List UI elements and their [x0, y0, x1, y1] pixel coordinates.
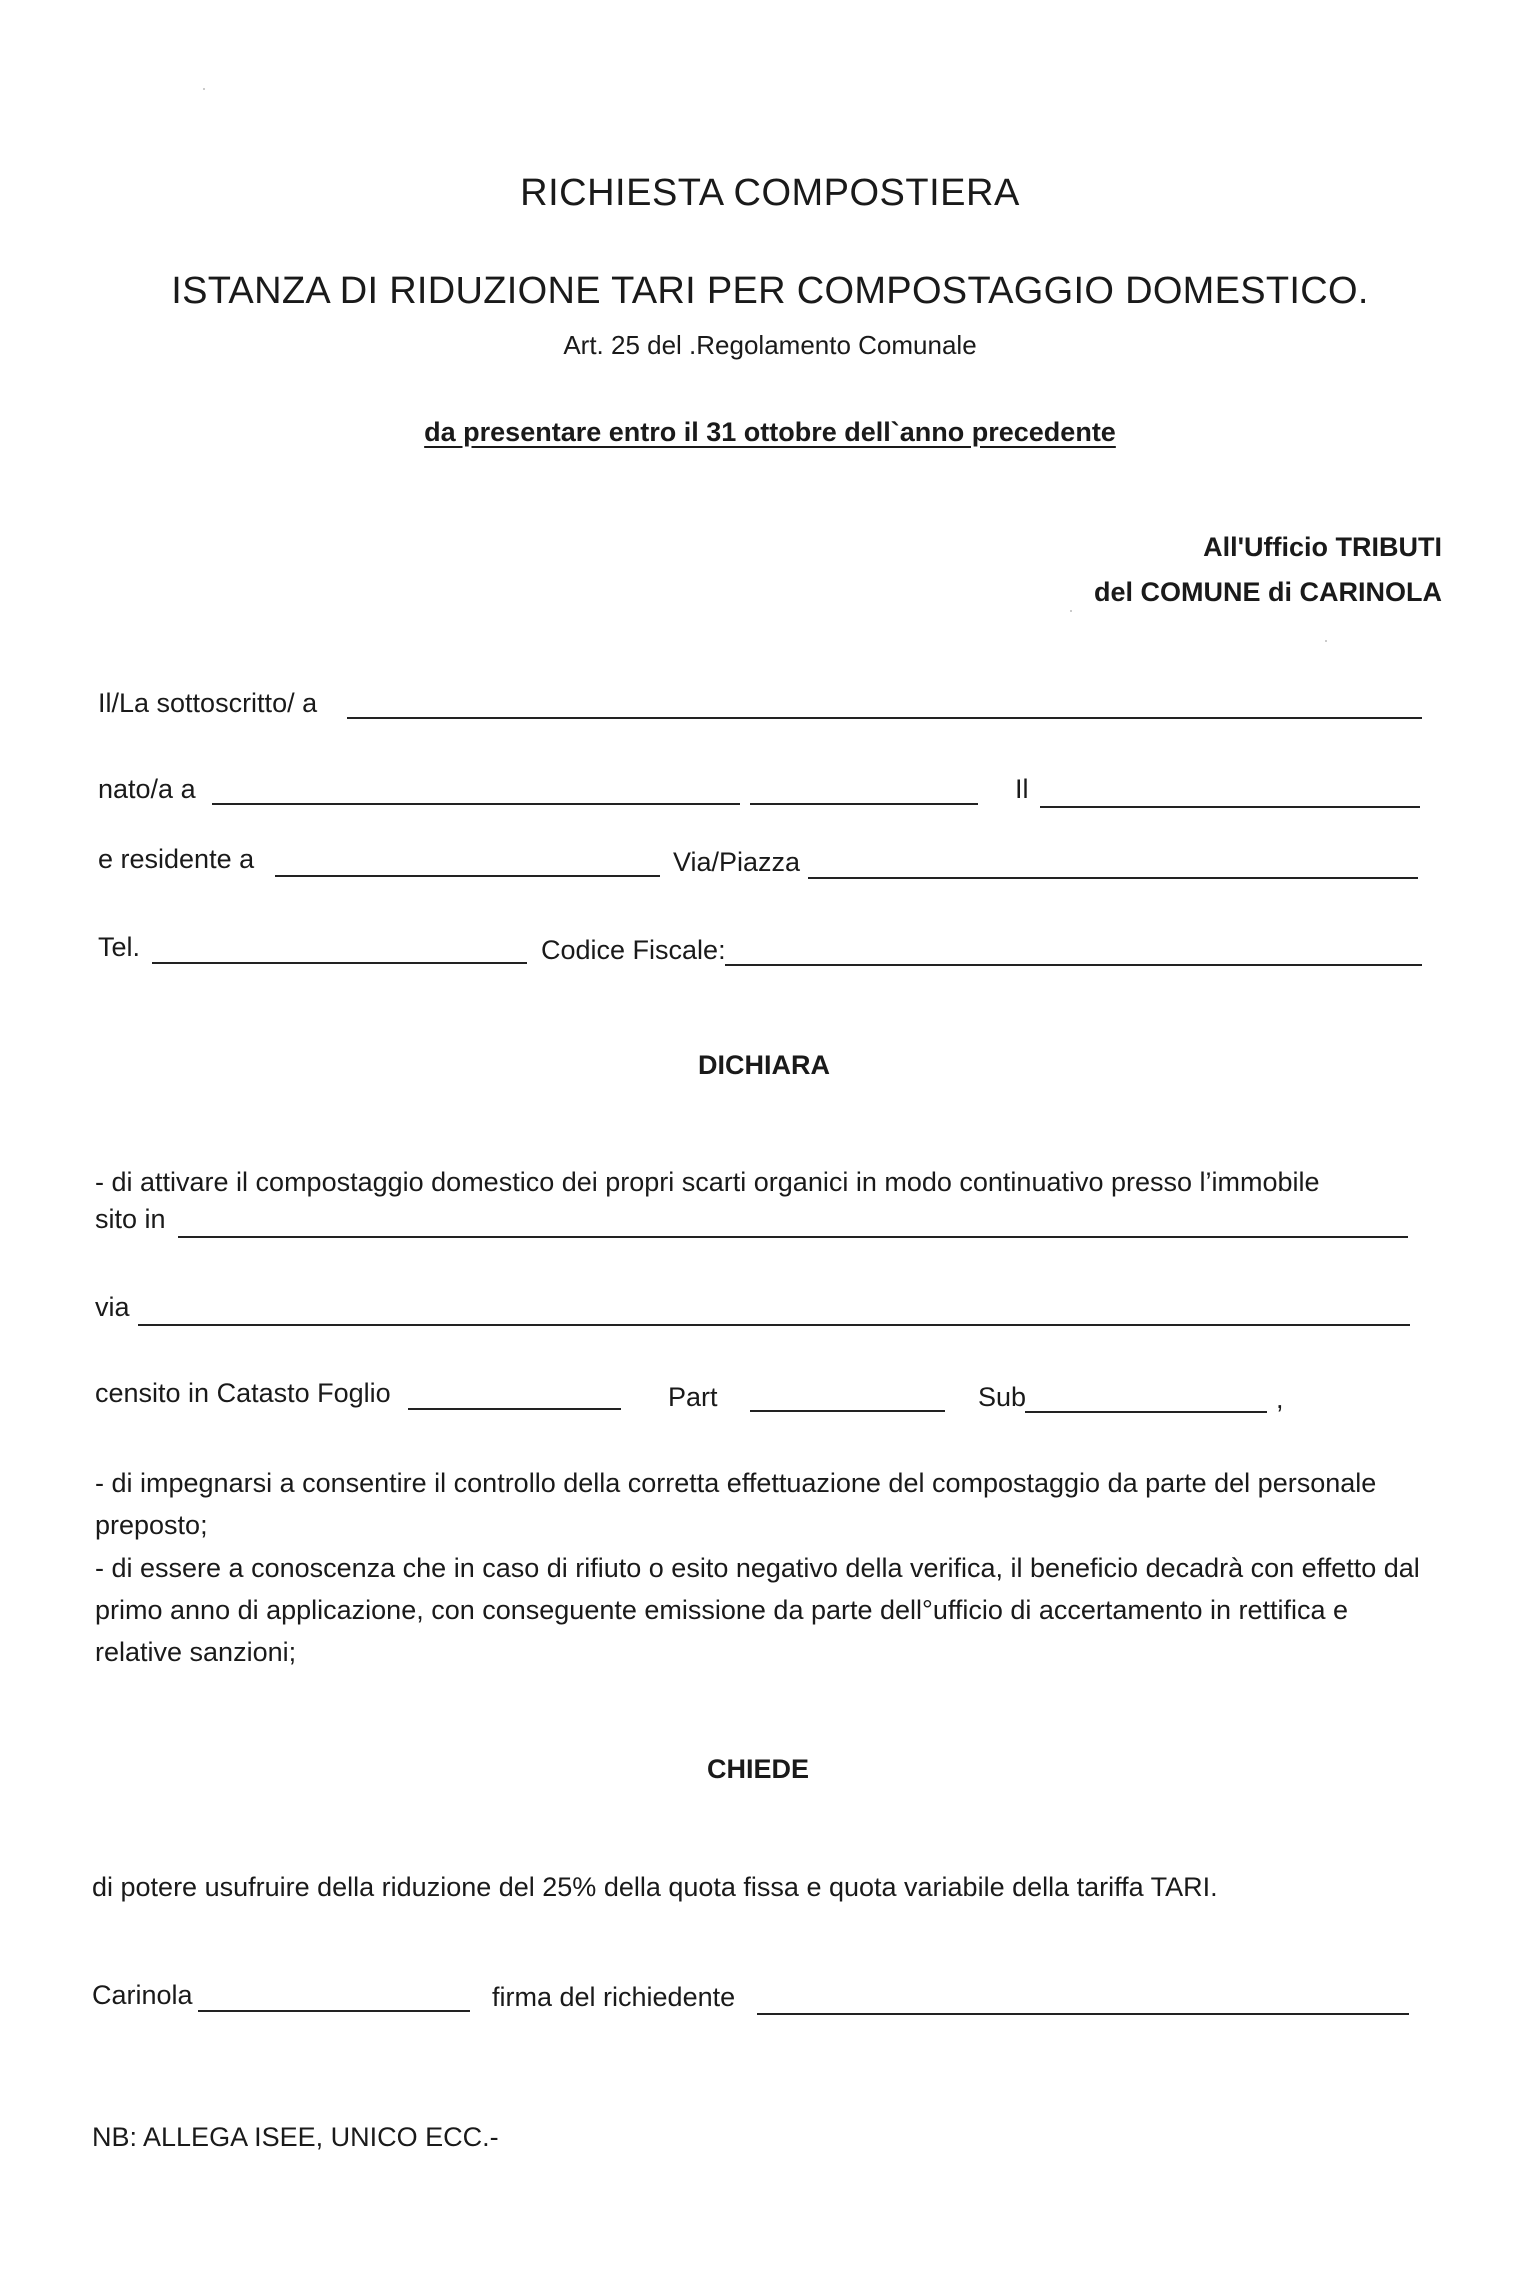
conoscenza-paragraph: - di essere a conoscenza che in caso di rifiuto o esito negativo della verifica, il beneficio decadrà con effetto dal primo anno di applicazione, con conseguente emissione da parte dell°ufficio di accertamento in rettifica e relative sanzioni; — [95, 1553, 1420, 1667]
birth-date-field[interactable] — [1040, 806, 1420, 808]
firma-label: firma del richiedente — [492, 1982, 736, 2012]
date-field[interactable] — [198, 2010, 470, 2012]
part-label: Part — [668, 1382, 718, 1412]
sub-label: Sub — [978, 1382, 1027, 1412]
via-piazza-field[interactable] — [808, 877, 1418, 879]
place-label: Carinola — [92, 1980, 193, 2010]
via-piazza-label: Via/Piazza — [673, 847, 801, 877]
chiede-text: di potere usufruire della riduzione del 25% della quota fissa e quota variabile della tariffa TARI. — [92, 1872, 1218, 1902]
recipient-municipality: del COMUNE di CARINOLA — [1094, 577, 1442, 607]
nato-province-field[interactable] — [750, 803, 978, 805]
codice-fiscale-field[interactable] — [725, 964, 1422, 966]
sito-in-label: sito in — [95, 1204, 166, 1234]
sub-comma: , — [1276, 1384, 1284, 1414]
residente-field[interactable] — [275, 875, 660, 877]
dichiara-heading: DICHIARA — [698, 1050, 830, 1080]
sottoscritto-field[interactable] — [347, 717, 1422, 719]
il-label: Il — [1015, 774, 1029, 804]
sub-field[interactable] — [1025, 1411, 1267, 1413]
scan-speck — [203, 88, 205, 90]
part-field[interactable] — [750, 1410, 945, 1412]
signature-field[interactable] — [757, 2013, 1409, 2015]
document-subtitle: ISTANZA DI RIDUZIONE TARI PER COMPOSTAGGIO DOMESTICO. — [171, 270, 1369, 312]
sito-in-field[interactable] — [178, 1236, 1408, 1238]
codice-fiscale-label: Codice Fiscale: — [541, 935, 726, 965]
tel-field[interactable] — [152, 962, 527, 964]
deadline-note: da presentare entro il 31 ottobre dell`anno precedente — [424, 417, 1116, 447]
regulation-reference: Art. 25 del .Regolamento Comunale — [563, 330, 977, 360]
scan-speck — [1325, 640, 1327, 642]
impegno-paragraph: - di impegnarsi a consentire il controllo della corretta effettuazione del compostaggio da parte del personale preposto; — [95, 1468, 1377, 1540]
foglio-field[interactable] — [408, 1408, 621, 1410]
via-label: via — [95, 1292, 130, 1322]
via-field[interactable] — [138, 1324, 1410, 1326]
nb-note: NB: ALLEGA ISEE, UNICO ECC.- — [92, 2122, 499, 2152]
tel-label: Tel. — [98, 932, 141, 962]
residente-label: e residente a — [98, 844, 255, 874]
document-title: RICHIESTA COMPOSTIERA — [520, 172, 1020, 214]
dichiara-line: - di attivare il compostaggio domestico dei propri scarti organici in modo continuativo presso l’immobile — [95, 1167, 1320, 1197]
recipient-office: All'Ufficio TRIBUTI — [1203, 532, 1442, 562]
sottoscritto-label: Il/La sottoscritto/ a — [98, 688, 318, 718]
catasto-label: censito in Catasto Foglio — [95, 1378, 391, 1408]
chiede-heading: CHIEDE — [706, 1754, 809, 1784]
nato-label: nato/a a — [98, 774, 196, 804]
scan-speck — [1070, 610, 1072, 612]
nato-place-field[interactable] — [212, 803, 740, 805]
